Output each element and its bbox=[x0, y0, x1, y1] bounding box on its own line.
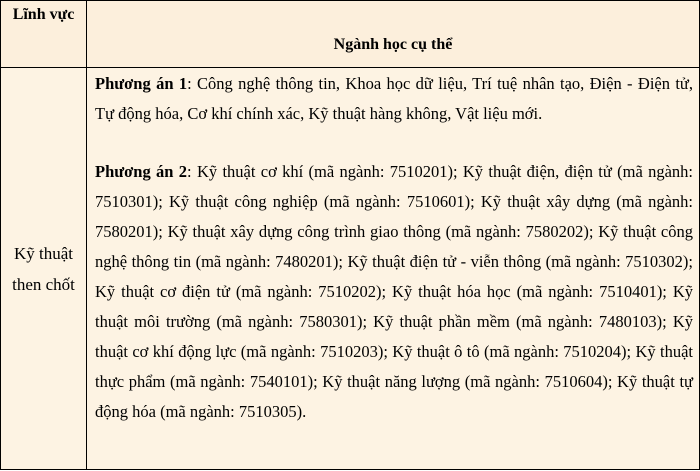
option-2-label: Phương án 2 bbox=[95, 162, 188, 181]
table-row bbox=[1, 68, 700, 470]
option-2-text: : Kỹ thuật cơ khí (mã ngành: 7510201); Kỹ thuật điện, điện tử (mã ngành: 7510301); Kỹ thuật công nghiệp (mã ngành: 7510601); Kỹ thuật xây dựng (mã ngành: 7580201); Kỹ thuật xây dựng công trình giao thông (mã ngành: 7580202); Kỹ thuật công nghệ thông tin (mã ngành: 7480201); Kỹ thuật điện tử - viễn thông (mã ngành: 7510302); Kỹ thuật cơ điện tử (mã ngành: 7510202); Kỹ thuật hóa học (mã ngành: 7510401); Kỹ thuật môi trường (mã ngành: 7580301); Kỹ thuật phần mềm (mã ngành: 7480103); Kỹ thuật cơ khí động lực (mã ngành: 7510203); Kỹ thuật ô tô (mã ngành: 7510204); Kỹ thuật thực phẩm (mã ngành: 7540101); Kỹ thuật năng lượng (mã ngành: 7510604); Kỹ thuật tự động hóa (mã ngành: 7510305). bbox=[95, 162, 693, 421]
header-major: Ngành học cụ thể bbox=[87, 1, 700, 68]
table-header-row bbox=[1, 1, 700, 68]
option-1-label: Phương án 1 bbox=[95, 74, 188, 93]
option-1-block bbox=[87, 68, 699, 152]
option-1-text: : Công nghệ thông tin, Khoa học dữ liệu, Trí tuệ nhân tạo, Điện - Điện tử, Tự động hóa, Cơ khí chính xác, Kỹ thuật hàng không, Vật liệu mới. bbox=[95, 74, 693, 123]
majors-cell bbox=[87, 68, 700, 470]
option-2-block bbox=[87, 152, 699, 427]
header-field: Lĩnh vực bbox=[1, 1, 87, 68]
field-cell: Kỹ thuật then chốt bbox=[1, 68, 87, 470]
